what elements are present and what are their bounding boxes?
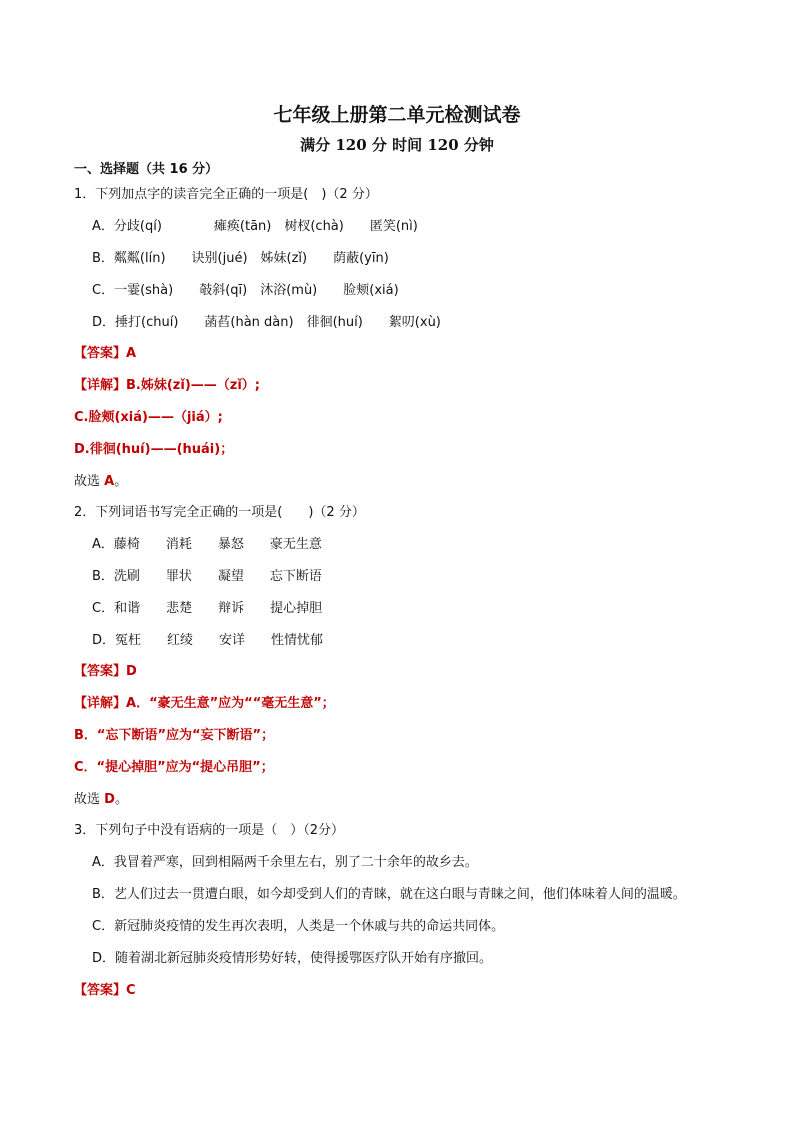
question-2-stem: 2．下列词语书写完全正确的一项是( )（2 分） bbox=[74, 505, 365, 520]
question-3-option-d: D．随着湖北新冠肺炎疫情形势好转，使得援鄂医疗队开始有序撤回。 bbox=[92, 951, 493, 966]
question-1-detail-line: D.徘徊(huí)——(huái)； bbox=[74, 442, 234, 457]
page-subtitle: 满分 120 分 时间 120 分钟 bbox=[300, 136, 494, 154]
question-1-option-c: C．一霎(shà) 攲斜(qī) 沐浴(mù) 脸颊(xiá) bbox=[92, 283, 399, 298]
detail-label: 【详解】 bbox=[74, 696, 127, 711]
detail-text: A．“豪无生意”应为““毫无生意”； bbox=[126, 696, 335, 711]
question-2-option-d: D．冤枉 红绫 安详 性情忧郁 bbox=[92, 633, 324, 648]
conclusion-value: A bbox=[104, 474, 115, 489]
question-1-option-b: B．粼粼(lín) 诀别(jué) 姊妹(zǐ) 荫蔽(yīn) bbox=[92, 251, 389, 266]
answer-label: 【答案】 bbox=[74, 983, 127, 998]
question-3-option-a: A．我冒着严寒，回到相隔两千余里左右，别了二十余年的故乡去。 bbox=[92, 855, 478, 870]
question-1-option-a: A．分歧(qí) 瘫痪(tān) 树杈(chà) 匿笑(nì) bbox=[92, 219, 418, 234]
question-2-conclusion bbox=[74, 791, 128, 809]
question-1-detail-line: C.脸颊(xiá)——（jiá）; bbox=[74, 410, 223, 425]
answer-value: D bbox=[126, 664, 137, 679]
question-2-answer bbox=[74, 663, 137, 681]
conclusion-suffix: 。 bbox=[114, 474, 128, 489]
detail-text: B.姊妹(zǐ)——（zǐ）; bbox=[126, 378, 260, 393]
detail-label: 【详解】 bbox=[74, 378, 127, 393]
question-1-answer bbox=[74, 345, 136, 363]
question-2-option-b: B．洗刷 罪状 凝望 忘下断语 bbox=[92, 569, 322, 584]
question-3-option-c: C．新冠肺炎疫情的发生再次表明，人类是一个休戚与共的命运共同体。 bbox=[92, 919, 505, 934]
section-heading: 一、选择题（共 16 分） bbox=[74, 162, 219, 177]
question-2-detail bbox=[74, 695, 335, 713]
question-2-option-c: C．和谐 悲楚 辩诉 提心掉胆 bbox=[92, 601, 323, 616]
conclusion-suffix: 。 bbox=[114, 792, 128, 807]
conclusion-value: D bbox=[104, 792, 115, 807]
question-2-option-a: A．藤椅 消耗 暴怒 豪无生意 bbox=[92, 537, 322, 552]
answer-label: 【答案】 bbox=[74, 664, 127, 679]
question-2-detail-line: C．“提心掉胆”应为“提心吊胆”； bbox=[74, 760, 274, 775]
answer-value: A bbox=[126, 346, 137, 361]
question-1-detail bbox=[74, 377, 260, 395]
question-1-option-d: D．捶打(chuí) 菡萏(hàn dàn) 徘徊(huí) 絮叨(xù) bbox=[92, 315, 441, 330]
question-3-answer bbox=[74, 982, 136, 1000]
page-title: 七年级上册第二单元检测试卷 bbox=[273, 104, 521, 126]
question-3-option-b: B．艺人们过去一贯遭白眼，如今却受到人们的青睐，就在这白眼与青睐之间，他们体味着人间的温暖。 bbox=[92, 887, 686, 902]
question-3-stem: 3．下列句子中没有语病的一项是（ ）（2分） bbox=[74, 823, 345, 838]
answer-label: 【答案】 bbox=[74, 346, 127, 361]
question-1-conclusion bbox=[74, 473, 127, 491]
conclusion-prefix: 故选 bbox=[74, 792, 105, 807]
answer-value: C bbox=[126, 983, 136, 998]
question-1-stem: 1．下列加点字的读音完全正确的一项是( )（2 分） bbox=[74, 187, 378, 202]
conclusion-prefix: 故选 bbox=[74, 474, 105, 489]
question-2-detail-line: B．“忘下断语”应为“妄下断语”； bbox=[74, 728, 275, 743]
